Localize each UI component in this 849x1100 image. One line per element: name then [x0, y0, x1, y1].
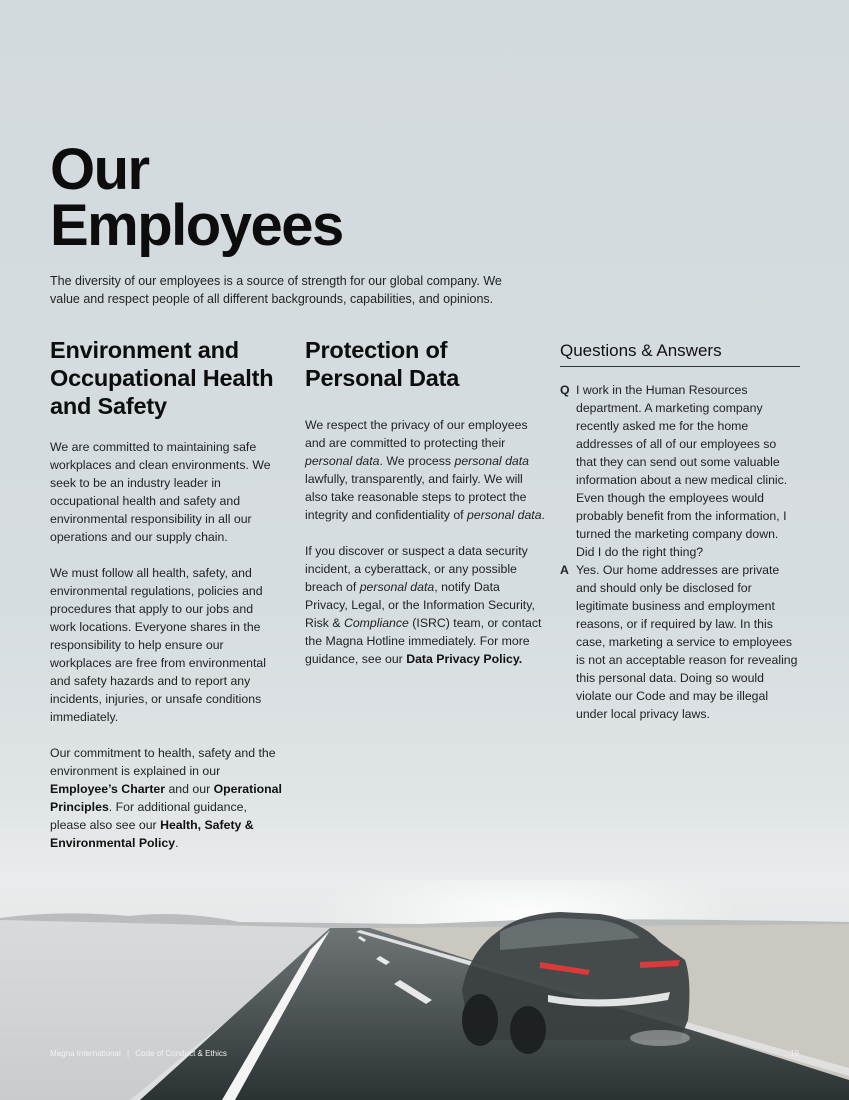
text-run: Our commitment to health, safety and the environment is explained in our: [50, 746, 276, 778]
question-row: [560, 381, 800, 561]
text-run: (ISRC) team, or contact the Magna Hotline immediately. For more guidance, see our: [305, 616, 542, 666]
text-run: . For additional guidance, please also see our: [50, 800, 247, 832]
answer-label: A: [560, 563, 569, 577]
paragraph: We must follow all health, safety, and environmental regulations, policies and procedures that apply to our jobs and work locations. Everyone shares in the responsibility to help ensure our workplaces are free from environmental and safety hazards and to report any incidents, injuries, or unsafe conditions immediately.: [50, 566, 266, 724]
text-run: lawfully, transparently, and fairly. We will also take reasonable steps to protect the integrity and confidentiality of: [305, 472, 527, 522]
page-title: [50, 137, 343, 258]
question-label: Q: [560, 383, 570, 397]
text-run: . We process: [379, 454, 455, 468]
footer: [50, 1049, 231, 1058]
footer-separator: |: [126, 1049, 130, 1058]
paragraph: We are committed to maintaining safe workplaces and clean environments. We seek to be an industry leader in occupational health and safety and environmental responsibility in all our operations and our supply chain.: [50, 440, 271, 544]
answer-text: Yes. Our home addresses are private and should only be disclosed for legitimate business and employment reasons, or if required by law. In this case, marketing a service to employees is not an acceptable reason for revealing this personal data. Doing so would violate our Code and may be illegal under local privacy laws.: [576, 563, 798, 721]
operational-principles-link[interactable]: Operational Principles: [50, 782, 282, 814]
text-run: and our: [165, 782, 214, 796]
emphasis: personal data: [467, 508, 542, 522]
section-heading: Environment and Occupational Health and Safety: [50, 337, 274, 419]
text-run: We respect the privacy of our employees and are committed to protecting their: [305, 418, 528, 450]
employees-charter-link[interactable]: Employee’s Charter: [50, 782, 166, 796]
footer-document: Code of Conduct & Ethics: [135, 1049, 227, 1058]
page-number: 19: [790, 1049, 799, 1058]
footer-company: Magna International: [50, 1049, 121, 1058]
paragraph: [305, 542, 545, 668]
title-line-1: Our: [50, 137, 149, 202]
data-privacy-policy-link[interactable]: Data Privacy Policy.: [406, 652, 523, 666]
hse-policy-link[interactable]: Health, Safety & Environmental Policy: [50, 818, 254, 850]
section-heading: Protection of Personal Data: [305, 337, 460, 391]
answer-row: [560, 561, 800, 723]
emphasis: personal data: [359, 580, 435, 594]
text-run: .: [541, 508, 545, 522]
text-run: .: [175, 836, 179, 850]
text-run: If you discover or suspect a data security incident, a cyberattack, or any possible breach of: [305, 544, 528, 594]
qa-heading: Questions & Answers: [560, 340, 800, 367]
question-text: I work in the Human Resources department. A marketing company recently asked me for the home addresses of all of our employees so that they can send out some valuable information about a new medical clinic. Even though the employees would probably benefit from the information, I turned the marketing company down. Did I do the right thing?: [576, 383, 788, 559]
paragraph: [50, 744, 282, 852]
emphasis: Compliance: [343, 616, 409, 630]
section-health-safety: [50, 336, 282, 870]
questions-answers: [560, 336, 800, 723]
intro-text: The diversity of our employees is a source of strength for our global company. We value and respect people of all different backgrounds, capabilities, and opinions.: [50, 274, 502, 306]
emphasis: personal data: [454, 454, 530, 468]
road-scene-image: [0, 880, 849, 1100]
text-run: , notify Data Privacy, Legal, or the Information Security, Risk &: [305, 580, 535, 630]
title-line-2: Employees: [50, 193, 343, 258]
emphasis: personal data: [305, 454, 380, 468]
section-personal-data: [305, 336, 545, 686]
paragraph: [305, 416, 545, 524]
